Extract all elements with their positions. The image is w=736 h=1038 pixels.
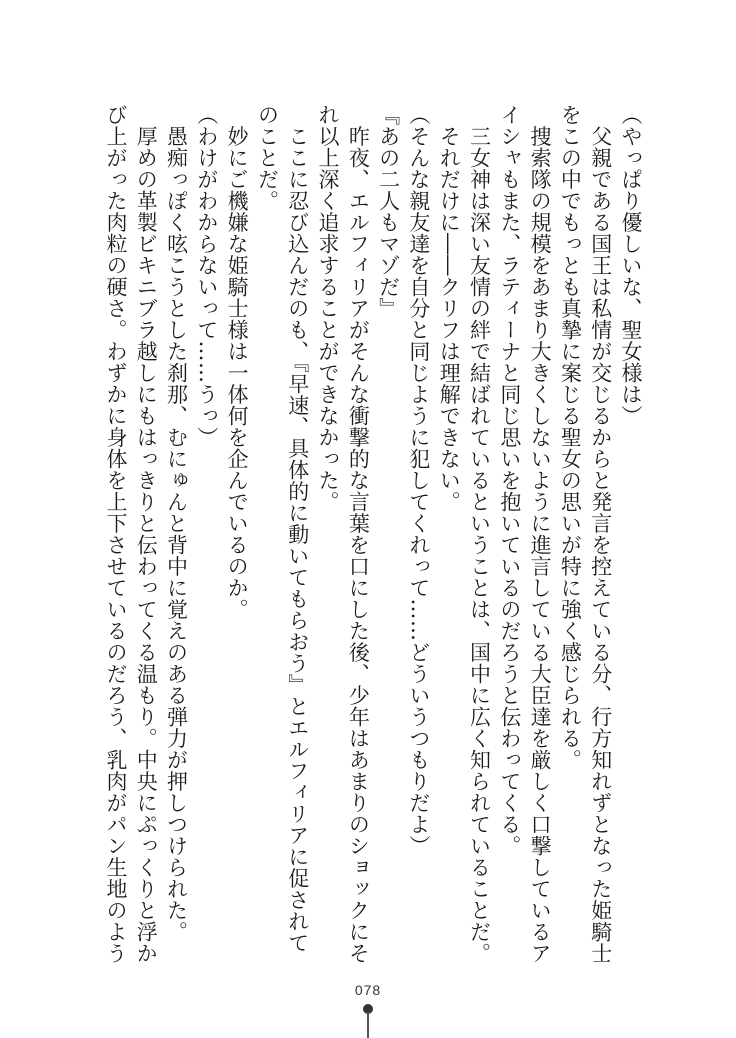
vertical-text-body: [80, 104, 646, 964]
text-column: （やっぱり優しいな、聖女様は）: [619, 104, 643, 427]
text-column: 捜索隊の規模をあまり大きくしないように進言している大臣達を厳しく口撃しているア: [528, 104, 553, 964]
text-column: 昨夜、エルフィリアがそんな衝撃的な言葉を口にした後、少年はあまりのショックにそ: [346, 104, 371, 964]
text-column: 父親である国王は私情が交じるからと発言を控えている分、行方知れずとなった姫騎士: [588, 104, 613, 964]
marker-line: [367, 1012, 369, 1038]
text-column: イシャもまた、ラティーナと同じ思いを抱いているのだろうと伝わってくる。: [497, 104, 522, 857]
text-column: 妙にご機嫌な姫騎士様は一体何を企んでいるのか。: [225, 104, 250, 620]
text-column: び上がった肉粒の硬さ。わずかに身体を上下させているのだろう、乳肉がパン生地のよう: [103, 104, 128, 964]
text-column: 三女神は深い友情の絆で結ばれているということは、国中に広く知られていることだ。: [467, 104, 492, 964]
text-column: のことだ。: [255, 104, 280, 212]
text-column: （そんな親友達を自分と同じように犯してくれって……どういうつもりだよ）: [406, 104, 431, 857]
text-column: 厚めの革製ビキニブラ越しにもはっきりと伝わってくる温もり。中央にぷっくりと浮か: [134, 104, 159, 964]
page-number: 078: [354, 982, 382, 998]
text-column: 愚痴っぽく呟こうとした刹那、むにゅんと背中に覚えのある弾力が押しつけられた。: [164, 104, 189, 943]
text-column: れ以上深く追求することができなかった。: [316, 104, 341, 513]
text-column: （わけがわからないって……うっ）: [194, 104, 219, 448]
text-column: 『あの二人もマゾだ』: [376, 104, 401, 319]
text-column: ここに忍び込んだのも、『早速、具体的に動いてもらおう』とエルフィリアに促されて: [285, 104, 310, 954]
text-column: それだけに――クリフは理解できない。: [437, 104, 462, 513]
page-marker-icon: [367, 1004, 369, 1038]
text-column: をこの中でもっとも真摯に案じる聖女の思いが特に強く感じられる。: [558, 104, 583, 771]
